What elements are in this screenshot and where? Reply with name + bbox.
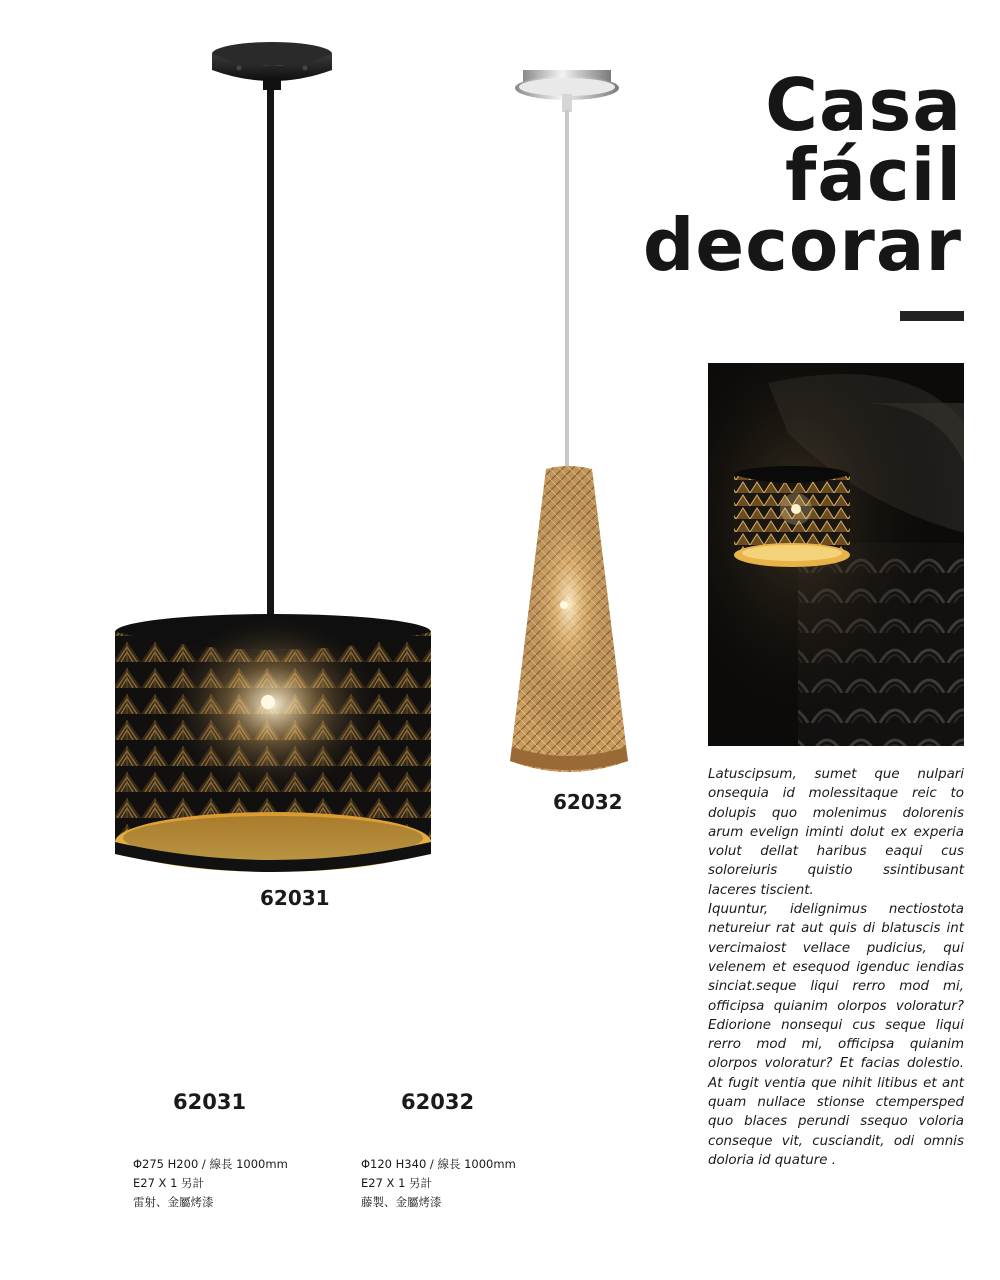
title-line-2: fácil xyxy=(785,133,962,217)
spec-material: 藤製、金屬烤漆 xyxy=(361,1195,442,1209)
ceiling-canopy-icon xyxy=(207,40,337,90)
spec-dimensions: Φ120 H340 / 線長 1000mm xyxy=(361,1157,516,1171)
spec-bulb: E27 X 1 另計 xyxy=(361,1176,433,1190)
lamp-photo-icon xyxy=(708,363,964,746)
title-line-3: decorar xyxy=(642,203,962,287)
spec-list xyxy=(361,1155,516,1212)
title-line-1: Casa xyxy=(765,63,962,147)
body-text xyxy=(708,765,964,1170)
pendant-lamp-black-drum-icon xyxy=(113,610,433,880)
body-paragraph-2: Iquuntur, idelignimus nectiostota netureiur rat aut quis di blatuscis int vercimaiost vellace pudicius, qui velenem et esequod igenduc iendias sinciat.seque liqui rerro mod mi, officipsa quianim olorpos voloratur?Ediorione nonsequi cus seque liqui rerro mod mi, officipsa quianim olorpos voloratur? Et facias dolestio. At fugit ventia que nihit litibus et ant quam nullace stionse ctempersped quo blaces perundi ssequo voloria conseque vit, cusciandit, odi omnis doloria id quature . xyxy=(708,902,964,1168)
spec-product-code: 62032 xyxy=(401,1090,475,1114)
spec-dimensions: Φ275 H200 / 線長 1000mm xyxy=(133,1157,288,1171)
spec-list xyxy=(133,1155,288,1212)
spec-product-code: 62031 xyxy=(173,1090,247,1114)
pendant-lamp-rattan-cone-icon xyxy=(506,465,631,775)
chrome-canopy-icon xyxy=(515,68,619,116)
body-paragraph-1: Latuscipsum, sumet que nulpari onsequia id molessitaque reic to dolupis quo molenimus dolorenis arum evelign iminti dolut ex experia volut dellat haribus eaqui cus soloreiuris quistio ssintibusant laceres tiscient. xyxy=(708,767,964,898)
pendant-cord xyxy=(565,110,569,475)
pendant-rod xyxy=(267,90,274,620)
spec-bulb: E27 X 1 另計 xyxy=(133,1176,205,1190)
photo-product-code: 62032 xyxy=(553,790,623,814)
page-title xyxy=(642,63,962,287)
title-rule xyxy=(900,311,964,321)
photo-product-code: 62031 xyxy=(260,886,330,910)
spec-material: 雷射、金屬烤漆 xyxy=(133,1195,214,1209)
